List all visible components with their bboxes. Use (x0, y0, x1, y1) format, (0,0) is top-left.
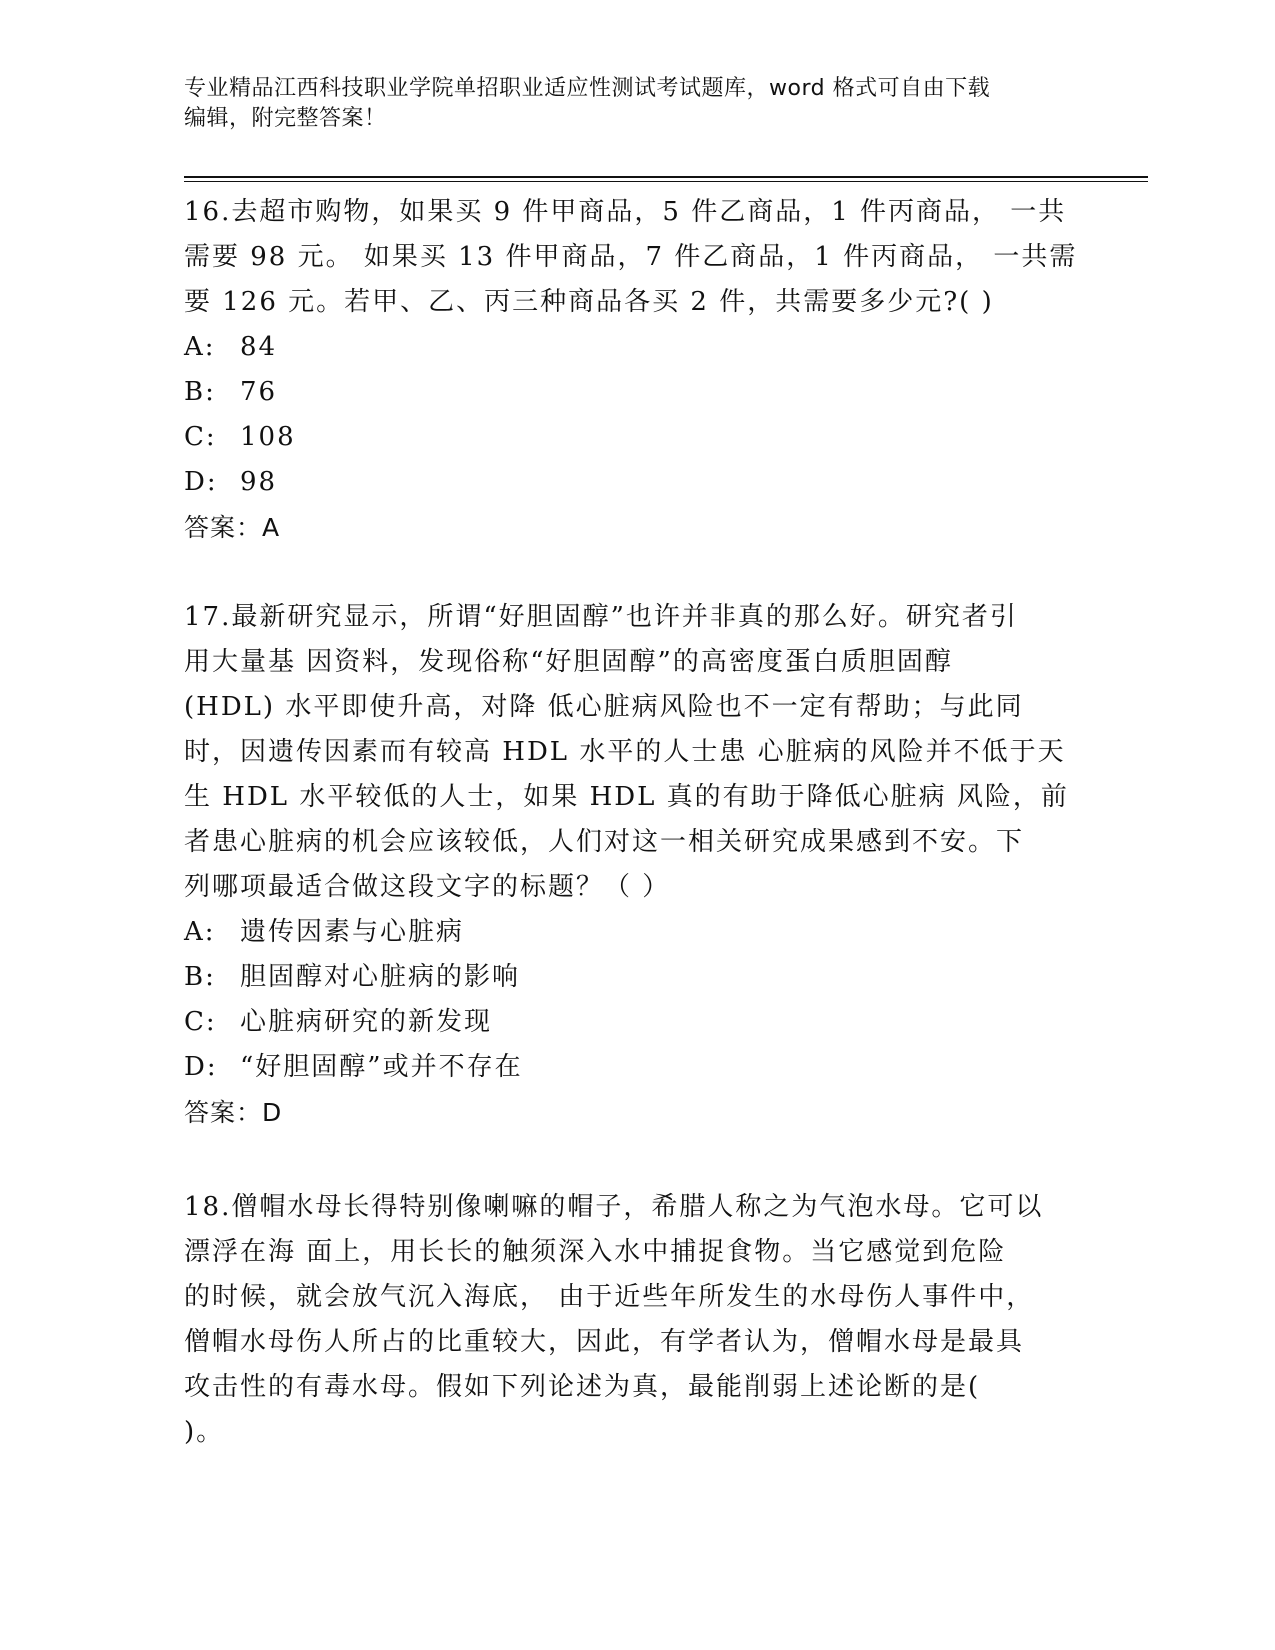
option-key: D: (184, 1052, 218, 1082)
option-key: A: (184, 917, 216, 947)
header-line-1: 专业精品江西科技职业学院单招职业适应性测试考试题库，word 格式可自由下载 (184, 76, 991, 101)
question-text-line: 16.去超市购物，如果买 9 件甲商品，5 件乙商品，1 件丙商品， 一共 (184, 197, 1067, 227)
option-text: 胆固醇对心脏病的影响 (240, 962, 521, 992)
answer-line: 答案：A (184, 513, 281, 542)
answer-line: 答案：D (184, 1098, 283, 1127)
option-a (184, 325, 1074, 370)
option-b (184, 955, 1074, 1000)
question-text-line: 需要 98 元。 如果买 13 件甲商品，7 件乙商品，1 件丙商品， 一共需 (184, 242, 1078, 272)
question-text-line: 列哪项最适合做这段文字的标题？（ ） (184, 872, 671, 902)
question-text-line: 的时候，就会放气沉入海底， 由于近些年所发生的水母伤人事件中， (184, 1282, 1035, 1312)
option-key: C: (184, 1007, 217, 1037)
option-d (184, 1045, 1074, 1090)
option-b (184, 370, 1074, 415)
question-text-line: 漂浮在海 面上，用长长的触须深入水中捕捉食物。当它感觉到危险 (184, 1237, 1007, 1267)
question-text-line: )。 (184, 1417, 225, 1447)
question-text-line: 攻击性的有毒水母。假如下列论述为真，最能削弱上述论断的是( (184, 1372, 981, 1402)
option-c (184, 415, 1074, 460)
header-divider-thin (184, 181, 1148, 182)
document-header (184, 74, 1064, 134)
option-key: B: (184, 962, 216, 992)
option-text: 108 (240, 422, 296, 452)
question-text-line: 18.僧帽水母长得特别像喇嘛的帽子，希腊人称之为气泡水母。它可以 (184, 1192, 1044, 1222)
header-line-2: 编辑，附完整答案！ (184, 106, 387, 131)
question-text-line: 17.最新研究显示，所谓“好胆固醇”也许并非真的那么好。研究者引 (184, 602, 1018, 632)
option-c (184, 1000, 1074, 1045)
option-key: C: (184, 422, 217, 452)
question-17 (184, 595, 1074, 1135)
question-16 (184, 190, 1078, 550)
header-divider-thick (184, 176, 1148, 178)
question-text-line: 要 126 元。若甲、乙、丙三种商品各买 2 件，共需要多少元?( ) (184, 287, 994, 317)
question-text-line: 时，因遗传因素而有较高 HDL 水平的人士患 心脏病的风险并不低于天 (184, 737, 1066, 767)
option-text: 84 (240, 332, 278, 362)
question-18 (184, 1185, 1074, 1455)
option-key: D: (184, 467, 218, 497)
option-text: 76 (240, 377, 278, 407)
option-text: 心脏病研究的新发现 (240, 1007, 493, 1037)
question-text-line: 用大量基 因资料，发现俗称“好胆固醇”的高密度蛋白质胆固醇 (184, 647, 953, 677)
question-text-line: 生 HDL 水平较低的人士，如果 HDL 真的有助于降低心脏病 风险，前 (184, 782, 1069, 812)
option-key: B: (184, 377, 216, 407)
option-text: 遗传因素与心脏病 (240, 917, 465, 947)
option-d (184, 460, 1074, 505)
option-a (184, 910, 1074, 955)
question-text-line: (HDL) 水平即使升高，对降 低心脏病风险也不一定有帮助；与此同 (184, 692, 1024, 722)
question-text-line: 僧帽水母伤人所占的比重较大，因此，有学者认为，僧帽水母是最具 (184, 1327, 1025, 1357)
option-key: A: (184, 332, 216, 362)
option-text: “好胆固醇”或并不存在 (240, 1052, 523, 1082)
option-text: 98 (240, 467, 278, 497)
question-text-line: 者患心脏病的机会应该较低，人们对这一相关研究成果感到不安。下 (184, 827, 1025, 857)
